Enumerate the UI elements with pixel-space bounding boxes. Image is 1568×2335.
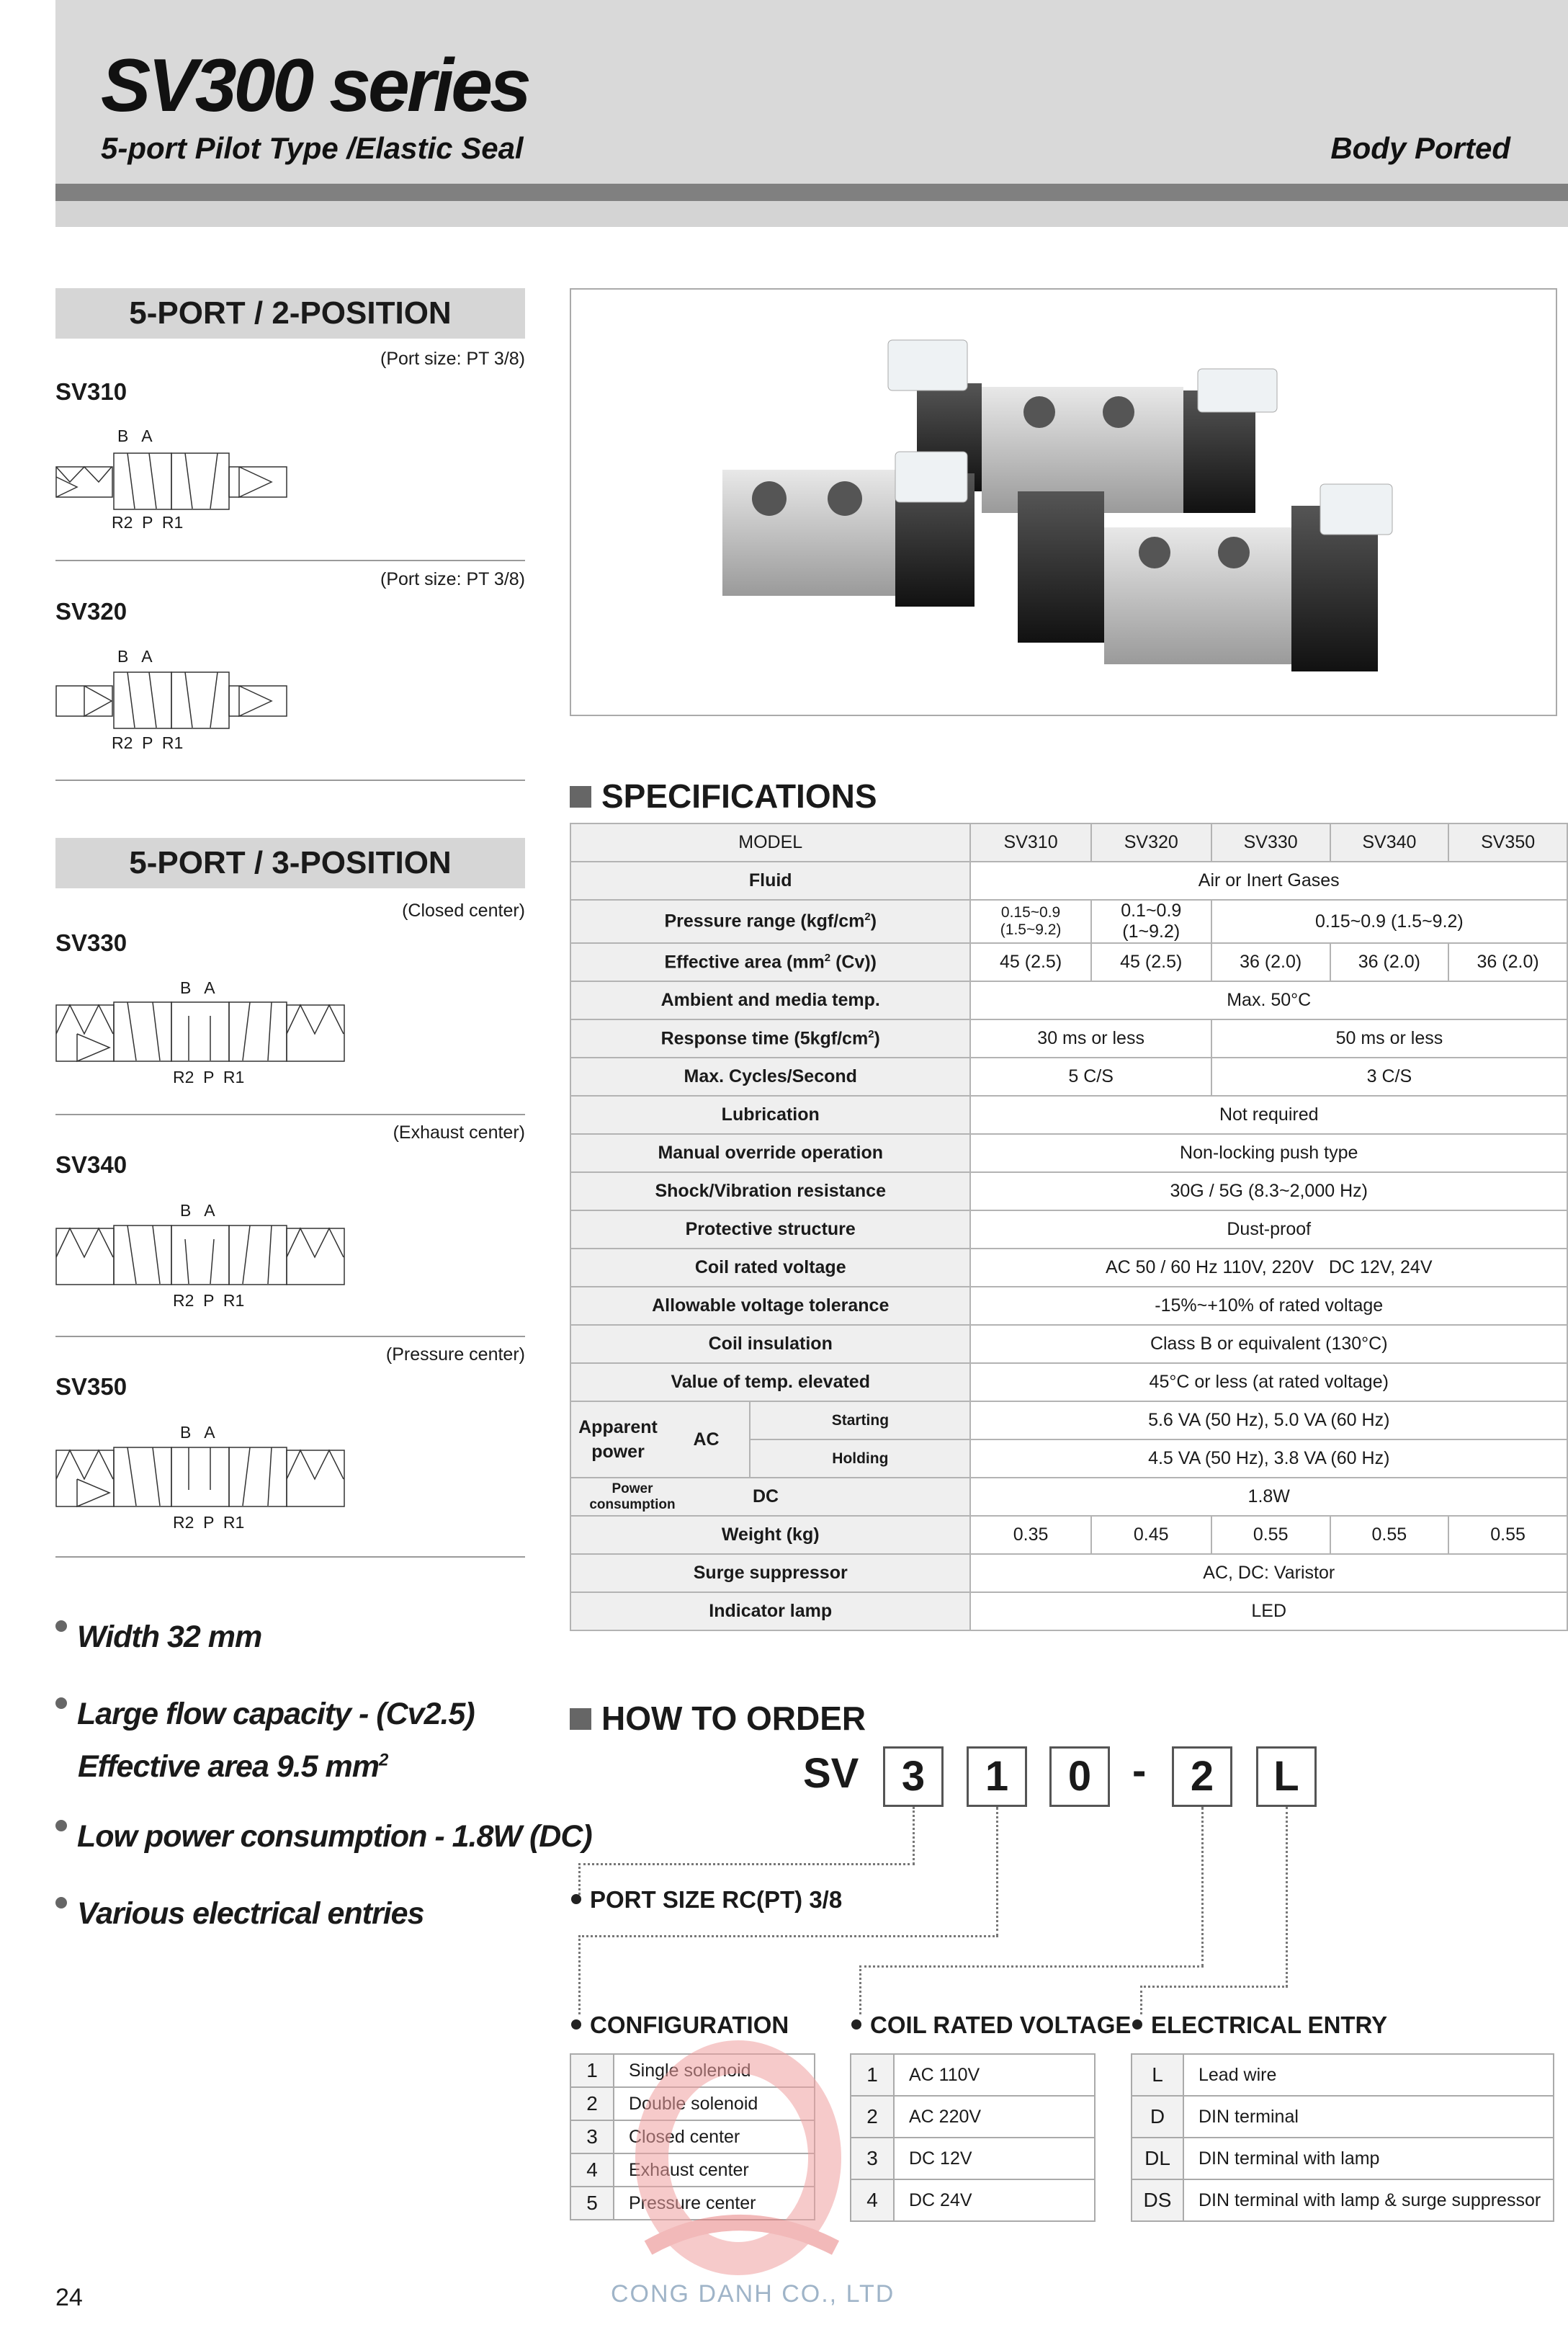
electrical-entry-table — [1131, 2053, 1554, 2222]
leader-line — [1140, 1986, 1142, 2014]
table-row — [570, 1249, 1567, 1287]
leader-line — [578, 1935, 581, 2014]
watermark-text: CONG DANH CO., LTD — [611, 2280, 895, 2308]
coil-voltage-heading: COIL RATED VOLTAGE — [851, 2012, 1131, 2039]
spec-value: Dust-proof — [970, 1210, 1567, 1249]
spec-label: Lubrication — [570, 1096, 970, 1134]
model-sv320: SV320 — [1091, 823, 1211, 862]
spec-label: Surge suppressor — [570, 1554, 970, 1592]
table-row: 4 Exhaust center — [570, 2153, 815, 2187]
spec-label: Coil rated voltage — [570, 1249, 970, 1287]
leader-line — [913, 1807, 915, 1865]
feature-item: Effective area 9.5 $mm^2$ — [78, 1749, 388, 1784]
starting-label: Starting — [750, 1401, 970, 1439]
spec-value: Max. 50°C — [970, 981, 1567, 1019]
sv350-top-ports: B A — [180, 1423, 215, 1442]
table-row — [570, 981, 1567, 1019]
sv310-top-ports: B A — [117, 427, 153, 445]
table-row — [570, 943, 1567, 981]
two-position-heading: 5-PORT / 2-POSITION — [55, 288, 525, 339]
bullet-icon — [55, 1897, 67, 1908]
sv350-port-note: (Pressure center) — [385, 1344, 525, 1365]
product-photo — [570, 288, 1557, 716]
spec-label: Weight (kg) — [570, 1516, 970, 1554]
sv350-label: SV350 — [55, 1373, 127, 1400]
ac-label: AC — [693, 1429, 720, 1450]
table-row: 5 Pressure center — [570, 2187, 815, 2220]
divider — [55, 1556, 525, 1558]
body-ported-label: Body Ported — [1330, 131, 1510, 165]
leader-line — [578, 1935, 998, 1937]
spec-value: -15%~+10% of rated voltage — [970, 1287, 1567, 1325]
leader-line — [996, 1807, 998, 1937]
specifications-table — [570, 823, 1568, 1631]
table-row — [570, 900, 1567, 943]
spec-value: 0.55 — [1330, 1516, 1449, 1554]
spec-value: 36 (2.0) — [1330, 943, 1449, 981]
sv340-bottom-ports: R2 P R1 — [173, 1291, 245, 1310]
spec-value: 36 (2.0) — [1211, 943, 1330, 981]
table-row: 2 Double solenoid — [570, 2087, 815, 2120]
order-code-zero: 0 — [1049, 1746, 1110, 1807]
leader-line — [859, 1965, 861, 2014]
table-row — [570, 1096, 1567, 1134]
spec-value: 0.55 — [1448, 1516, 1567, 1554]
valve-illustration — [571, 290, 1556, 715]
watermark-logo — [619, 2032, 857, 2284]
table-row: DS DIN terminal with lamp & surge suppressor — [1132, 2179, 1554, 2221]
table-row — [570, 1363, 1567, 1401]
spec-value: Not required — [970, 1096, 1567, 1134]
spec-label: Pressure range $(kgf/cm^2)$ — [570, 900, 970, 943]
three-position-heading: 5-PORT / 3-POSITION — [55, 838, 525, 888]
spec-label: Max. Cycles/Second — [570, 1058, 970, 1096]
divider — [55, 1114, 525, 1115]
table-row: D DIN terminal — [1132, 2096, 1554, 2138]
apparent-power-label: Apparent power AC — [570, 1401, 750, 1478]
table-row — [570, 1134, 1567, 1172]
table-row — [570, 1401, 1567, 1439]
spec-label: Coil insulation — [570, 1325, 970, 1363]
how-to-order-heading: HOW TO ORDER — [570, 1699, 866, 1738]
page-number: 24 — [55, 2284, 83, 2311]
feature-item: Low power consumption - 1.8W (DC) — [55, 1819, 592, 1854]
bullet-icon — [851, 2019, 861, 2030]
sv330-top-ports: B A — [180, 978, 215, 997]
sv320-bottom-ports: R2 P R1 — [112, 733, 184, 752]
header-divider — [55, 184, 1568, 201]
spec-value: 1.8W — [970, 1478, 1567, 1516]
divider — [55, 560, 525, 561]
table-row: DL DIN terminal with lamp — [1132, 2138, 1554, 2179]
table-row: 4 DC 24V — [851, 2179, 1095, 2221]
table-row — [570, 1287, 1567, 1325]
table-row: 3 DC 12V — [851, 2138, 1095, 2179]
spec-value: 0.55 — [1211, 1516, 1330, 1554]
leader-line — [578, 1863, 915, 1865]
table-row — [570, 1592, 1567, 1630]
order-code-config: 1 — [967, 1746, 1027, 1807]
dc-label: DC — [752, 1486, 779, 1506]
spec-value: AC 50 / 60 Hz 110V, 220V DC 12V, 24V — [970, 1249, 1567, 1287]
spec-value: 30 ms or less — [970, 1019, 1211, 1058]
spec-value: LED — [970, 1592, 1567, 1630]
square-bullet-icon — [570, 786, 591, 808]
sv340-label: SV340 — [55, 1151, 127, 1178]
divider — [55, 1336, 525, 1337]
sv310-bottom-ports: R2 P R1 — [112, 513, 184, 532]
spec-value: AC, DC: Varistor — [970, 1554, 1567, 1592]
page-title: SV300 series — [101, 44, 529, 128]
table-row — [570, 1478, 1567, 1516]
table-row — [570, 823, 1567, 862]
table-row: 1 AC 110V — [851, 2054, 1095, 2096]
spec-label: Ambient and media temp. — [570, 981, 970, 1019]
sv310-symbol — [55, 452, 300, 512]
sv320-label: SV320 — [55, 598, 127, 625]
spec-label: Manual override operation — [570, 1134, 970, 1172]
leader-line — [859, 1965, 1204, 1968]
spec-value: Non-locking push type — [970, 1134, 1567, 1172]
spec-value: 45°C or less (at rated voltage) — [970, 1363, 1567, 1401]
specifications-heading: SPECIFICATIONS — [570, 777, 877, 816]
feature-item: Large flow capacity - (Cv2.5) — [55, 1697, 475, 1732]
spec-value: 5.6 VA (50 Hz), 5.0 VA (60 Hz) — [970, 1401, 1567, 1439]
divider — [55, 780, 525, 781]
order-code-entry: L — [1256, 1746, 1317, 1807]
spec-value: 0.15~0.9 (1.5~9.2) — [1211, 900, 1567, 943]
sv320-top-ports: B A — [117, 647, 153, 666]
spec-label: Effective area ($mm^2$ (Cv)) — [570, 943, 970, 981]
spec-label: Allowable voltage tolerance — [570, 1287, 970, 1325]
table-row: 1 Single solenoid — [570, 2054, 815, 2087]
coil-voltage-table — [850, 2053, 1096, 2222]
bullet-icon — [571, 1894, 581, 1904]
order-code-port: 3 — [883, 1746, 944, 1807]
sv350-bottom-ports: R2 P R1 — [173, 1513, 245, 1532]
table-row — [570, 1019, 1567, 1058]
spec-label: Shock/Vibration resistance — [570, 1172, 970, 1210]
model-sv310: SV310 — [970, 823, 1090, 862]
spec-value: 3 C/S — [1211, 1058, 1567, 1096]
sv330-label: SV330 — [55, 929, 127, 956]
model-sv330: SV330 — [1211, 823, 1330, 862]
feature-item: Various electrical entries — [55, 1896, 424, 1932]
electrical-entry-heading: ELECTRICAL ENTRY — [1132, 2012, 1387, 2039]
table-row — [570, 1172, 1567, 1210]
spec-value: Air or Inert Gases — [970, 862, 1567, 900]
bullet-icon — [1132, 2019, 1142, 2030]
table-row — [570, 862, 1567, 900]
square-bullet-icon — [570, 1708, 591, 1730]
table-row — [570, 1325, 1567, 1363]
page-subtitle: 5-port Pilot Type /Elastic Seal — [101, 131, 524, 165]
sv330-symbol — [55, 1001, 358, 1066]
spec-value: 0.15~0.9 (1.5~9.2) — [970, 900, 1090, 943]
header-underband — [55, 201, 1568, 227]
spec-label: Protective structure — [570, 1210, 970, 1249]
model-header: MODEL — [570, 823, 970, 862]
power-consumption-label: Power consumption DC — [570, 1478, 970, 1516]
table-row — [570, 1058, 1567, 1096]
sv340-port-note: (Exhaust center) — [393, 1122, 525, 1143]
spec-value: 45 (2.5) — [970, 943, 1090, 981]
leader-line — [1286, 1807, 1288, 1987]
spec-value: 0.35 — [970, 1516, 1090, 1554]
spec-value: 4.5 VA (50 Hz), 3.8 VA (60 Hz) — [970, 1439, 1567, 1478]
table-row: 3 Closed center — [570, 2120, 815, 2153]
sv350-symbol — [55, 1447, 358, 1512]
sv320-symbol — [55, 671, 300, 731]
table-row — [570, 1516, 1567, 1554]
sv330-port-note: (Closed center) — [402, 901, 525, 921]
spec-value: 30G / 5G (8.3~2,000 Hz) — [970, 1172, 1567, 1210]
leader-line — [1201, 1807, 1204, 1967]
bullet-icon — [55, 1620, 67, 1632]
port-size-label: PORT SIZE RC(PT) 3/8 — [571, 1886, 842, 1914]
sv340-top-ports: B A — [180, 1201, 215, 1220]
holding-label: Holding — [750, 1439, 970, 1478]
table-row: 2 AC 220V — [851, 2096, 1095, 2138]
configuration-heading: CONFIGURATION — [571, 2012, 789, 2039]
order-prefix: SV — [803, 1750, 859, 1797]
spec-label: Fluid — [570, 862, 970, 900]
order-dash: - — [1132, 1747, 1147, 1794]
table-row: L Lead wire — [1132, 2054, 1554, 2096]
table-row — [570, 1554, 1567, 1592]
model-sv340: SV340 — [1330, 823, 1449, 862]
spec-value: 50 ms or less — [1211, 1019, 1567, 1058]
sv340-symbol — [55, 1225, 358, 1290]
spec-label: Indicator lamp — [570, 1592, 970, 1630]
spec-value: 45 (2.5) — [1091, 943, 1211, 981]
order-code-voltage: 2 — [1172, 1746, 1232, 1807]
spec-value: 0.45 — [1091, 1516, 1211, 1554]
spec-value: 36 (2.0) — [1448, 943, 1567, 981]
leader-line — [1140, 1986, 1288, 1988]
spec-value: 0.1~0.9 (1~9.2) — [1091, 900, 1211, 943]
bullet-icon — [55, 1820, 67, 1831]
feature-item: Width 32 mm — [55, 1620, 261, 1655]
table-row — [570, 1210, 1567, 1249]
sv310-port-note: (Port size: PT 3/8) — [380, 349, 525, 369]
spec-value: Class B or equivalent (130°C) — [970, 1325, 1567, 1363]
sv310-label: SV310 — [55, 378, 127, 405]
model-sv350: SV350 — [1448, 823, 1567, 862]
bullet-icon — [571, 2019, 581, 2030]
sv320-port-note: (Port size: PT 3/8) — [380, 569, 525, 589]
bullet-icon — [55, 1697, 67, 1709]
spec-label: Response time $(5kgf/cm^2)$ — [570, 1019, 970, 1058]
spec-value: 5 C/S — [970, 1058, 1211, 1096]
spec-label: Value of temp. elevated — [570, 1363, 970, 1401]
sv330-bottom-ports: R2 P R1 — [173, 1068, 245, 1086]
